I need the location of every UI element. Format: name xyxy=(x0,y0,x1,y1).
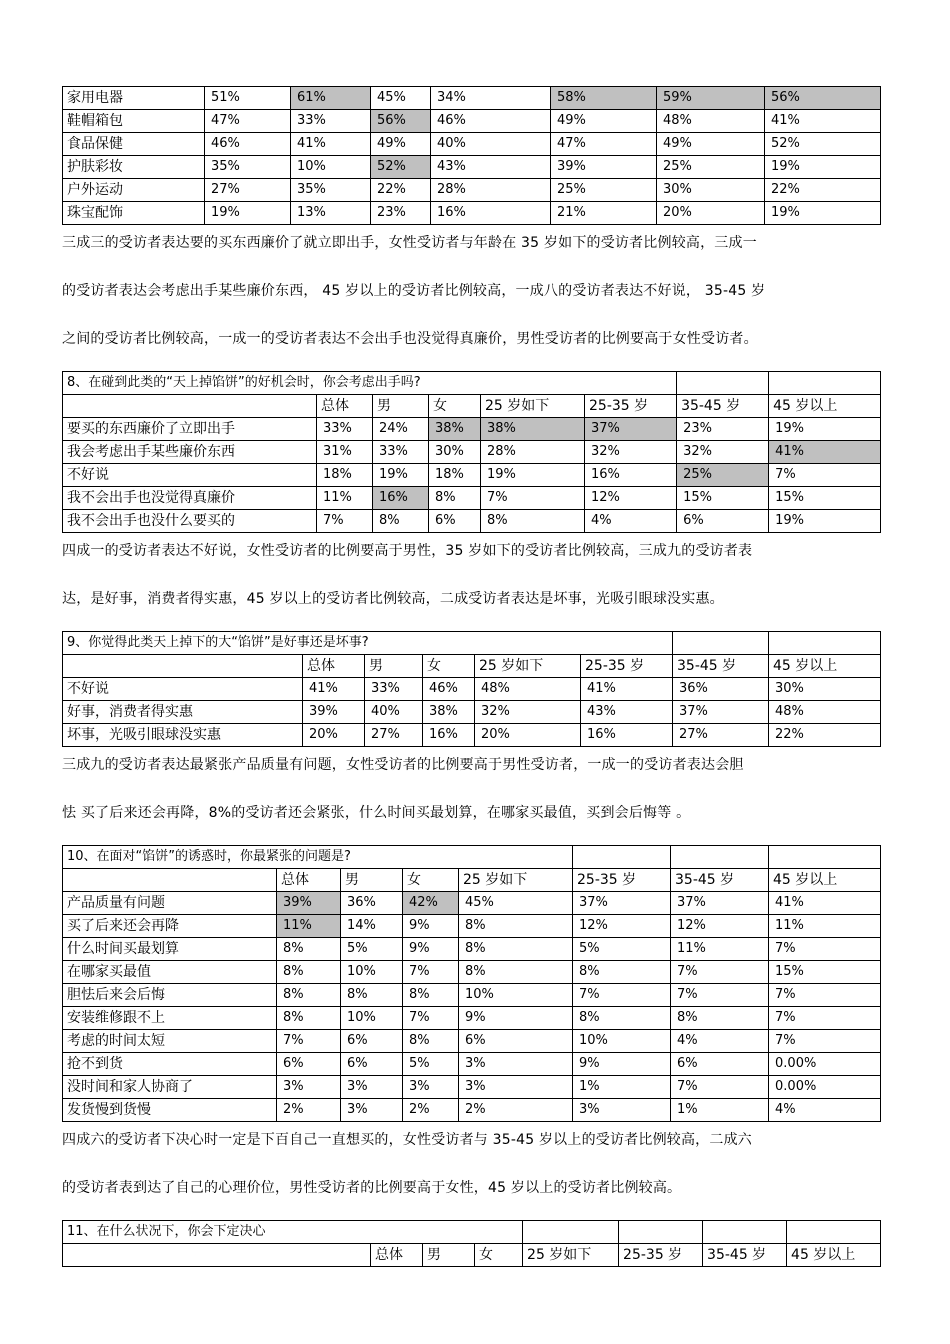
highlight-cell: 58% xyxy=(551,87,657,110)
cell: 20% xyxy=(303,724,365,747)
table-row xyxy=(63,892,881,915)
cell: 8% xyxy=(403,1030,459,1053)
cell: 22% xyxy=(371,179,431,202)
row-label: 买了后来还会再降 xyxy=(63,915,277,938)
table-row xyxy=(63,1007,881,1030)
paragraph-line: 三成三的受访者表达要的买东西廉价了就立即出手，女性受访者与年龄在 35 岁如下的受访者比例较高，三成一 xyxy=(62,235,757,251)
cell: 32% xyxy=(475,701,581,724)
cell: 10% xyxy=(573,1030,671,1053)
cell: 4% xyxy=(671,1030,769,1053)
cell: 35% xyxy=(291,179,371,202)
cell: 33% xyxy=(291,110,371,133)
cell: 8% xyxy=(277,1007,341,1030)
cell: 41% xyxy=(769,892,881,915)
row-label: 食品保健 xyxy=(63,133,205,156)
table-header-row xyxy=(63,1244,881,1267)
cell: 8% xyxy=(277,961,341,984)
row-label: 产品质量有问题 xyxy=(63,892,277,915)
cell: 2% xyxy=(277,1099,341,1122)
column-header: 25-35 岁 xyxy=(585,395,677,418)
highlight-cell: 38% xyxy=(481,418,585,441)
cell: 31% xyxy=(317,441,373,464)
cell: 24% xyxy=(373,418,429,441)
row-label: 坏事，光吸引眼球没实惠 xyxy=(63,724,303,747)
cell: 16% xyxy=(423,724,475,747)
cell: 49% xyxy=(657,133,765,156)
table-row xyxy=(63,1030,881,1053)
cell: 18% xyxy=(317,464,373,487)
cell xyxy=(673,632,769,655)
row-label: 我不会出手也没什么要买的 xyxy=(63,510,317,533)
cell: 39% xyxy=(551,156,657,179)
paragraph-line: 达，是好事，消费者得实惠，45 岁以上的受访者比例较高，二成受访者表达是坏事，光吸引眼球没实惠。 xyxy=(62,591,724,607)
highlight-cell: 41% xyxy=(769,441,881,464)
cell: 1% xyxy=(573,1076,671,1099)
cell xyxy=(769,846,881,869)
cell: 34% xyxy=(431,87,551,110)
column-header: 45 岁以上 xyxy=(787,1244,881,1267)
row-label: 我会考虑出手某些廉价东西 xyxy=(63,441,317,464)
cell: 16% xyxy=(585,464,677,487)
cell: 15% xyxy=(677,487,769,510)
column-header: 男 xyxy=(365,655,423,678)
cell: 27% xyxy=(205,179,291,202)
table-title-row xyxy=(63,632,881,655)
cell: 48% xyxy=(769,701,881,724)
row-label: 安装维修跟不上 xyxy=(63,1007,277,1030)
cell: 51% xyxy=(205,87,291,110)
table-row xyxy=(63,133,881,156)
cell: 41% xyxy=(291,133,371,156)
cell: 25% xyxy=(551,179,657,202)
cell: 7% xyxy=(317,510,373,533)
cell: 7% xyxy=(769,938,881,961)
paragraph-line: 的受访者表达会考虑出手某些廉价东西， 45 岁以上的受访者比例较高，一成八的受访者表达不好说， 35-45 岁 xyxy=(62,283,766,299)
cell: 2% xyxy=(403,1099,459,1122)
cell: 5% xyxy=(341,938,403,961)
cell: 33% xyxy=(365,678,423,701)
column-header: 男 xyxy=(423,1244,475,1267)
cell: 10% xyxy=(341,961,403,984)
cell: 8% xyxy=(459,938,573,961)
cell: 3% xyxy=(459,1053,573,1076)
table-row xyxy=(63,701,881,724)
column-header: 总体 xyxy=(303,655,365,678)
table-row xyxy=(63,87,881,110)
cell: 30% xyxy=(429,441,481,464)
cell: 8% xyxy=(341,984,403,1007)
cell xyxy=(523,1221,619,1244)
highlight-cell: 37% xyxy=(585,418,677,441)
cell: 9% xyxy=(459,1007,573,1030)
column-header: 25-35 岁 xyxy=(573,869,671,892)
cell: 8% xyxy=(573,1007,671,1030)
column-header: 25-35 岁 xyxy=(619,1244,703,1267)
table-header-row xyxy=(63,395,881,418)
cell xyxy=(703,1221,787,1244)
cell: 10% xyxy=(341,1007,403,1030)
cell: 5% xyxy=(403,1053,459,1076)
cell: 48% xyxy=(475,678,581,701)
cell: 7% xyxy=(277,1030,341,1053)
column-header: 总体 xyxy=(371,1244,423,1267)
highlight-cell: 61% xyxy=(291,87,371,110)
paragraph-line: 之间的受访者比例较高，一成一的受访者表达不会出手也没觉得真廉价，男性受访者的比例要高于女性受访者。 xyxy=(62,331,758,347)
cell: 21% xyxy=(551,202,657,225)
cell: 40% xyxy=(431,133,551,156)
paragraph-line: 四成六的受访者下决心时一定是下百自己一直想买的，女性受访者与 35-45 岁以上的受访者比例较高，二成六 xyxy=(62,1132,752,1148)
cell: 19% xyxy=(765,202,881,225)
question-title: 9、你觉得此类天上掉下的大“馅饼”是好事还是坏事? xyxy=(63,632,673,655)
cell: 7% xyxy=(769,464,881,487)
cell: 39% xyxy=(303,701,365,724)
cell: 28% xyxy=(431,179,551,202)
table-row xyxy=(63,110,881,133)
cell: 9% xyxy=(573,1053,671,1076)
table-title-row xyxy=(63,1221,881,1244)
cell: 22% xyxy=(769,724,881,747)
column-header: 45 岁以上 xyxy=(769,655,881,678)
cell: 12% xyxy=(585,487,677,510)
table-row xyxy=(63,464,881,487)
table-row xyxy=(63,678,881,701)
highlight-cell: 38% xyxy=(429,418,481,441)
cell xyxy=(63,869,277,892)
cell: 6% xyxy=(671,1053,769,1076)
row-label: 在哪家买最值 xyxy=(63,961,277,984)
row-label: 不好说 xyxy=(63,678,303,701)
highlight-cell: 25% xyxy=(677,464,769,487)
cell: 40% xyxy=(365,701,423,724)
cell: 20% xyxy=(657,202,765,225)
table-row xyxy=(63,418,881,441)
cell: 45% xyxy=(371,87,431,110)
question-9-table xyxy=(62,631,881,747)
cell xyxy=(63,655,303,678)
cell: 9% xyxy=(403,915,459,938)
column-header: 总体 xyxy=(277,869,341,892)
cell xyxy=(769,632,881,655)
cell: 19% xyxy=(765,156,881,179)
highlight-cell: 39% xyxy=(277,892,341,915)
cell: 27% xyxy=(365,724,423,747)
cell: 22% xyxy=(765,179,881,202)
paragraph-line: 的受访者表到达了自己的心理价位，男性受访者的比例要高于女性，45 岁以上的受访者比例较高。 xyxy=(62,1180,682,1196)
cell xyxy=(573,846,671,869)
cell: 47% xyxy=(205,110,291,133)
row-label: 什么时间买最划算 xyxy=(63,938,277,961)
cell: 4% xyxy=(769,1099,881,1122)
cell xyxy=(677,372,769,395)
cell: 49% xyxy=(371,133,431,156)
cell: 48% xyxy=(657,110,765,133)
cell: 36% xyxy=(673,678,769,701)
column-header: 35-45 岁 xyxy=(677,395,769,418)
paragraph-line: 四成一的受访者表达不好说，女性受访者的比例要高于男性，35 岁如下的受访者比例较高，三成九的受访者表 xyxy=(62,543,753,559)
cell: 3% xyxy=(459,1076,573,1099)
cell: 47% xyxy=(551,133,657,156)
cell xyxy=(63,1244,371,1267)
cell: 23% xyxy=(677,418,769,441)
table-header-row xyxy=(63,655,881,678)
table-row xyxy=(63,1076,881,1099)
row-label: 好事，消费者得实惠 xyxy=(63,701,303,724)
cell: 32% xyxy=(677,441,769,464)
cell: 6% xyxy=(277,1053,341,1076)
cell: 8% xyxy=(671,1007,769,1030)
cell: 6% xyxy=(429,510,481,533)
cell: 8% xyxy=(573,961,671,984)
cell: 30% xyxy=(769,678,881,701)
cell: 12% xyxy=(573,915,671,938)
highlight-cell: 59% xyxy=(657,87,765,110)
row-label: 护肤彩妆 xyxy=(63,156,205,179)
cell xyxy=(787,1221,881,1244)
row-label: 胆怯后来会后悔 xyxy=(63,984,277,1007)
row-label: 珠宝配饰 xyxy=(63,202,205,225)
table-row xyxy=(63,156,881,179)
column-header: 女 xyxy=(475,1244,523,1267)
cell xyxy=(671,846,769,869)
cell: 3% xyxy=(341,1076,403,1099)
cell: 45% xyxy=(459,892,573,915)
cell: 2% xyxy=(459,1099,573,1122)
column-header: 35-45 岁 xyxy=(673,655,769,678)
cell: 46% xyxy=(205,133,291,156)
cell: 19% xyxy=(769,510,881,533)
cell: 43% xyxy=(581,701,673,724)
question-11-table xyxy=(62,1220,881,1267)
column-header: 45 岁以上 xyxy=(769,869,881,892)
row-label: 没时间和家人协商了 xyxy=(63,1076,277,1099)
cell: 18% xyxy=(429,464,481,487)
highlight-cell: 16% xyxy=(373,487,429,510)
table-header-row xyxy=(63,869,881,892)
column-header: 35-45 岁 xyxy=(671,869,769,892)
cell: 33% xyxy=(317,418,373,441)
cell: 23% xyxy=(371,202,431,225)
cell: 4% xyxy=(585,510,677,533)
cell: 41% xyxy=(303,678,365,701)
cell: 5% xyxy=(573,938,671,961)
column-header: 男 xyxy=(341,869,403,892)
cell: 6% xyxy=(677,510,769,533)
cell xyxy=(63,395,317,418)
paragraph-line: 怯 买了后来还会再降，8%的受访者还会紧张，什么时间买最划算，在哪家买最值，买到会后悔等 。 xyxy=(62,805,691,821)
column-header: 45 岁以上 xyxy=(769,395,881,418)
row-label: 户外运动 xyxy=(63,179,205,202)
cell: 13% xyxy=(291,202,371,225)
row-label: 抢不到货 xyxy=(63,1053,277,1076)
highlight-cell: 56% xyxy=(765,87,881,110)
cell: 3% xyxy=(403,1076,459,1099)
table-row xyxy=(63,938,881,961)
cell: 11% xyxy=(317,487,373,510)
cell: 7% xyxy=(671,1076,769,1099)
cell: 7% xyxy=(671,961,769,984)
cell: 33% xyxy=(373,441,429,464)
cell: 16% xyxy=(581,724,673,747)
cell: 19% xyxy=(769,418,881,441)
row-label: 不好说 xyxy=(63,464,317,487)
cell: 25% xyxy=(657,156,765,179)
column-header: 总体 xyxy=(317,395,373,418)
row-label: 鞋帽箱包 xyxy=(63,110,205,133)
cell: 9% xyxy=(403,938,459,961)
category-table xyxy=(62,86,881,225)
cell xyxy=(619,1221,703,1244)
cell: 37% xyxy=(671,892,769,915)
cell: 11% xyxy=(769,915,881,938)
cell: 12% xyxy=(671,915,769,938)
document-page xyxy=(62,86,880,1267)
table-row xyxy=(63,961,881,984)
table-title-row xyxy=(63,372,881,395)
cell: 43% xyxy=(431,156,551,179)
column-header: 35-45 岁 xyxy=(703,1244,787,1267)
row-label: 我不会出手也没觉得真廉价 xyxy=(63,487,317,510)
cell xyxy=(769,372,881,395)
cell: 7% xyxy=(403,1007,459,1030)
column-header: 25 岁如下 xyxy=(481,395,585,418)
cell: 41% xyxy=(581,678,673,701)
cell: 38% xyxy=(423,701,475,724)
cell: 37% xyxy=(573,892,671,915)
cell: 36% xyxy=(341,892,403,915)
cell: 20% xyxy=(475,724,581,747)
column-header: 女 xyxy=(423,655,475,678)
cell: 6% xyxy=(341,1053,403,1076)
cell: 8% xyxy=(481,510,585,533)
cell: 7% xyxy=(403,961,459,984)
cell: 28% xyxy=(481,441,585,464)
table-row xyxy=(63,915,881,938)
table-row xyxy=(63,487,881,510)
cell: 15% xyxy=(769,961,881,984)
cell: 8% xyxy=(277,984,341,1007)
cell: 8% xyxy=(373,510,429,533)
cell: 19% xyxy=(481,464,585,487)
cell: 1% xyxy=(671,1099,769,1122)
cell: 30% xyxy=(657,179,765,202)
column-header: 25-35 岁 xyxy=(581,655,673,678)
table-row xyxy=(63,1053,881,1076)
column-header: 25 岁如下 xyxy=(459,869,573,892)
table-row xyxy=(63,984,881,1007)
highlight-cell: 11% xyxy=(277,915,341,938)
cell: 19% xyxy=(373,464,429,487)
cell: 7% xyxy=(769,984,881,1007)
cell: 37% xyxy=(673,701,769,724)
cell: 6% xyxy=(341,1030,403,1053)
cell: 49% xyxy=(551,110,657,133)
cell: 32% xyxy=(585,441,677,464)
cell: 7% xyxy=(481,487,585,510)
column-header: 25 岁如下 xyxy=(475,655,581,678)
column-header: 女 xyxy=(429,395,481,418)
column-header: 男 xyxy=(373,395,429,418)
table-row xyxy=(63,179,881,202)
cell: 35% xyxy=(205,156,291,179)
cell: 27% xyxy=(673,724,769,747)
cell: 6% xyxy=(459,1030,573,1053)
question-8-table xyxy=(62,371,881,533)
cell: 10% xyxy=(291,156,371,179)
cell: 52% xyxy=(765,133,881,156)
cell: 7% xyxy=(769,1007,881,1030)
paragraph-line: 三成九的受访者表达最紧张产品质量有问题，女性受访者的比例要高于男性受访者，一成一的受访者表达会胆 xyxy=(62,757,744,773)
cell: 14% xyxy=(341,915,403,938)
cell: 8% xyxy=(277,938,341,961)
cell: 15% xyxy=(769,487,881,510)
cell: 3% xyxy=(341,1099,403,1122)
cell: 19% xyxy=(205,202,291,225)
highlight-cell: 42% xyxy=(403,892,459,915)
cell: 8% xyxy=(459,961,573,984)
row-label: 家用电器 xyxy=(63,87,205,110)
column-header: 25 岁如下 xyxy=(523,1244,619,1267)
cell: 46% xyxy=(431,110,551,133)
question-10-table xyxy=(62,845,881,1122)
cell: 0.00% xyxy=(769,1053,881,1076)
row-label: 要买的东西廉价了立即出手 xyxy=(63,418,317,441)
highlight-cell: 56% xyxy=(371,110,431,133)
cell: 46% xyxy=(423,678,475,701)
cell: 11% xyxy=(671,938,769,961)
cell: 7% xyxy=(769,1030,881,1053)
cell: 16% xyxy=(431,202,551,225)
cell: 3% xyxy=(277,1076,341,1099)
table-title-row xyxy=(63,846,881,869)
column-header: 女 xyxy=(403,869,459,892)
cell: 41% xyxy=(765,110,881,133)
question-title: 10、在面对“馅饼”的诱惑时，你最紧张的问题是? xyxy=(63,846,573,869)
cell: 7% xyxy=(573,984,671,1007)
row-label: 考虑的时间太短 xyxy=(63,1030,277,1053)
cell: 0.00% xyxy=(769,1076,881,1099)
question-title: 11、在什么状况下，你会下定决心 xyxy=(63,1221,523,1244)
table-row xyxy=(63,441,881,464)
cell: 10% xyxy=(459,984,573,1007)
highlight-cell: 52% xyxy=(371,156,431,179)
cell: 8% xyxy=(459,915,573,938)
question-title: 8、在碰到此类的“天上掉馅饼”的好机会时，你会考虑出手吗? xyxy=(63,372,677,395)
cell: 8% xyxy=(403,984,459,1007)
cell: 3% xyxy=(573,1099,671,1122)
row-label: 发货慢到货慢 xyxy=(63,1099,277,1122)
cell: 8% xyxy=(429,487,481,510)
cell: 7% xyxy=(671,984,769,1007)
